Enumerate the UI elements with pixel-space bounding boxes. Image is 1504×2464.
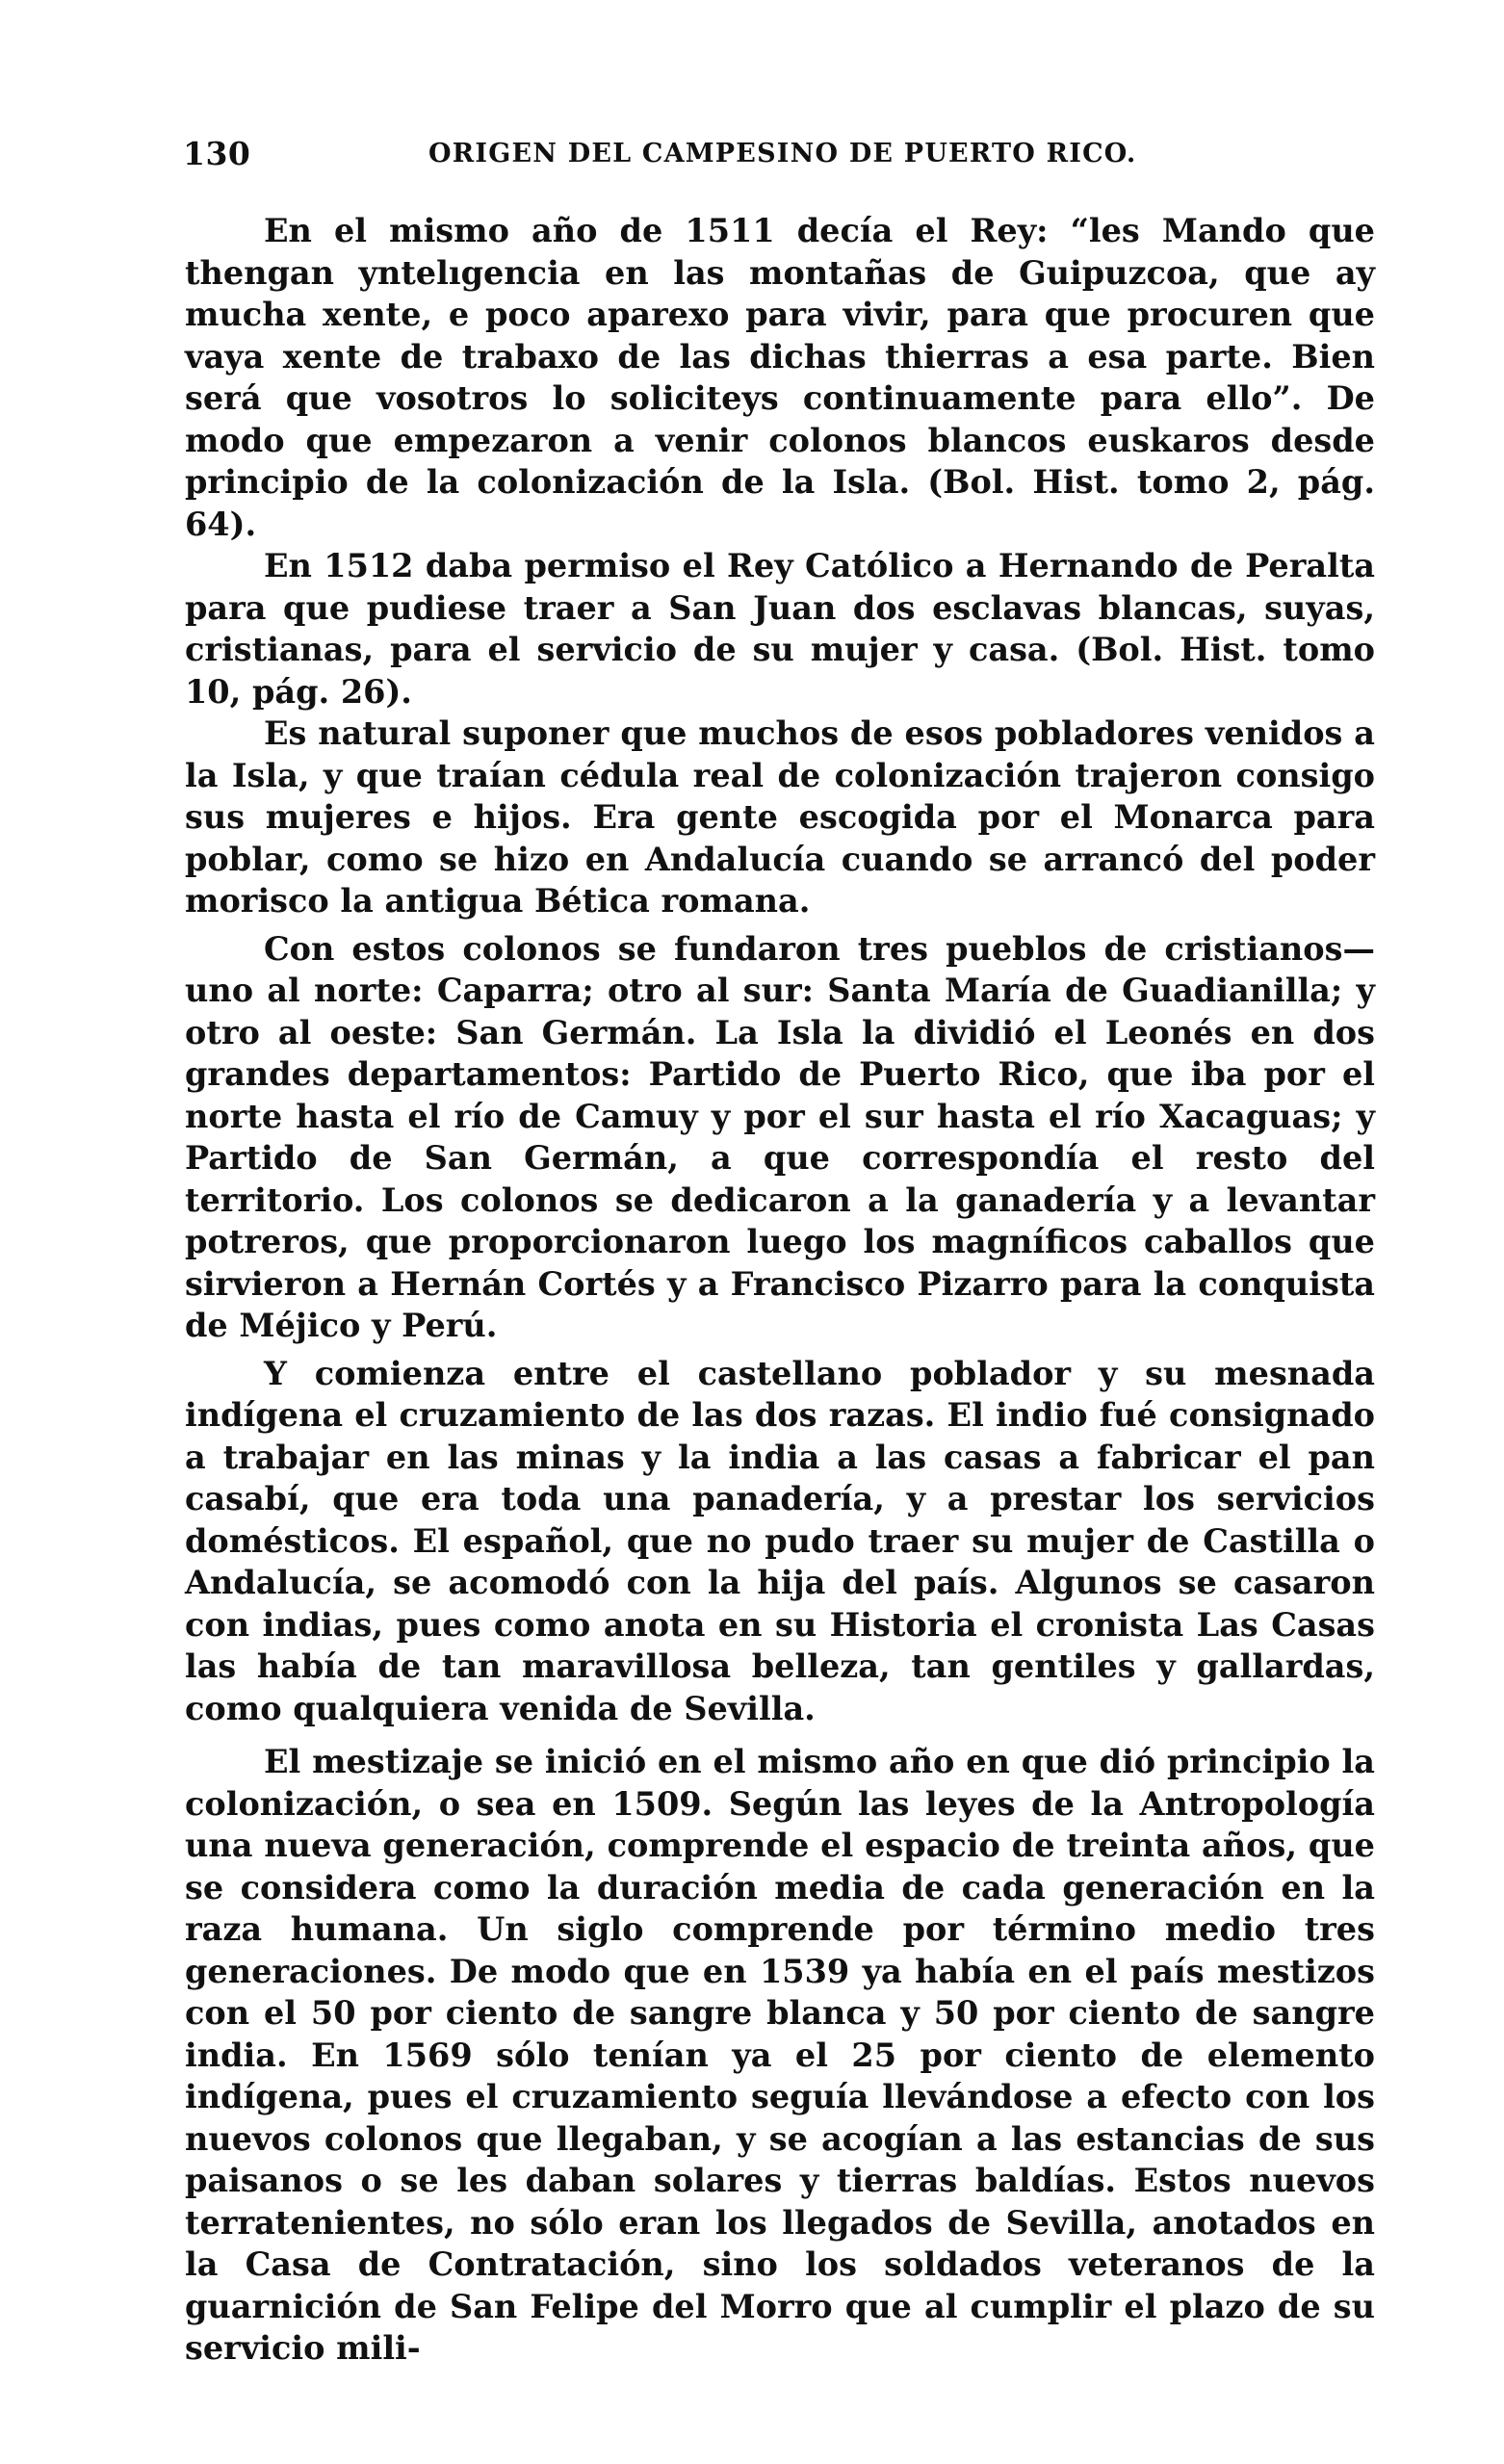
running-title: ORIGEN DEL CAMPESINO DE PUERTO RICO. [428, 139, 1137, 169]
paragraph-4: Con estos colonos se fundaron tres pueblos de cristianos— uno al norte: Caparra; otro al sur: Santa María de Guadianilla; y otro al oeste: San Germán. La Isla la dividió el Leonés en dos grandes departamentos: Partido de Puerto Rico, que iba por el norte hasta el río de Camuy y por el sur hasta el río Xacaguas; y Partido de San Germán, a que correspondía el resto del territorio. Los colonos se dedicaron a la ganadería y a levantar potreros, que proporcionaron luego los magníficos caballos que sirvieron a Hernán Cortés y a Francisco Pizarro para la conquista de Méjico y Perú. [185, 929, 1375, 1344]
paragraph-2: En 1512 daba permiso el Rey Católico a Hernando de Peralta para que pudiese traer a San Juan dos esclavas blancas, suyas, cristianas, para el servicio de su mujer y casa. (Bol. Hist. tomo 10, pág. 26). [185, 547, 1375, 711]
paragraph-6: El mestizaje se inició en el mismo año en que dió principio la colonización, o sea en 1509. Según las leyes de la Antropología una nueva generación, comprende el espacio de treinta años, que se considera como la duración media de cada generación en la raza humana. Un siglo comprende por término medio tres generaciones. De modo que en 1539 ya había en el país mestizos con el 50 por ciento de sangre blanca y 50 por ciento de sangre india. En 1569 sólo tenían ya el 25 por ciento de elemento indígena, pues el cruzamiento seguía llevándose a efecto con los nuevos colonos que llegaban, y se acogían a las estancias de sus paisanos o se les daban solares y tierras baldías. Estos nuevos terratenientes, no sólo eran los llegados de Sevilla, anotados en la Casa de Contratación, sino los soldados veteranos de la guarnición de San Felipe del Morro que al cumplir el plazo de su servicio mili- [185, 1743, 1375, 2367]
paragraph-5: Y comienza entre el castellano poblador y su mesnada indígena el cruzamiento de las dos razas. El indio fué consignado a trabajar en las minas y la india a las casas a fabricar el pan casabí, que era toda una panadería, y a prestar los servicios domésticos. El español, que no pudo traer su mujer de Castilla o Andalucía, se acomodó con la hija del país. Algunos se casaron con indias, pues como anota en su Historia el cronista Las Casas las había de tan maravillosa belleza, tan gentiles y gallardas, como qualquiera venida de Sevilla. [185, 1354, 1375, 1727]
running-header [183, 135, 1377, 183]
paragraph-1: En el mismo año de 1511 decía el Rey: “les Mando que thengan yntelıgencia en las montañas de Guipuzcoa, que ay mucha xente, e poco aparexo para vivir, para que procuren que vaya xente de trabaxo de las dichas thierras a esa parte. Bien será que vosotros lo soliciteys continuamente para ello”. De modo que empezaron a venir colonos blancos euskaros desde principio de la colonización de la Isla. (Bol. Hist. tomo 2, pág. 64). [185, 212, 1375, 543]
body-text [185, 210, 1375, 2370]
paragraph-3: Es natural suponer que muchos de esos pobladores venidos a la Isla, y que traían cédula real de colonización trajeron consigo sus mujeres e hijos. Era gente escogida por el Monarca para poblar, como se hizo en Andalucía cuando se arrancó del poder morisco la antigua Bética romana. [185, 714, 1375, 920]
page-number: 130 [183, 135, 251, 172]
